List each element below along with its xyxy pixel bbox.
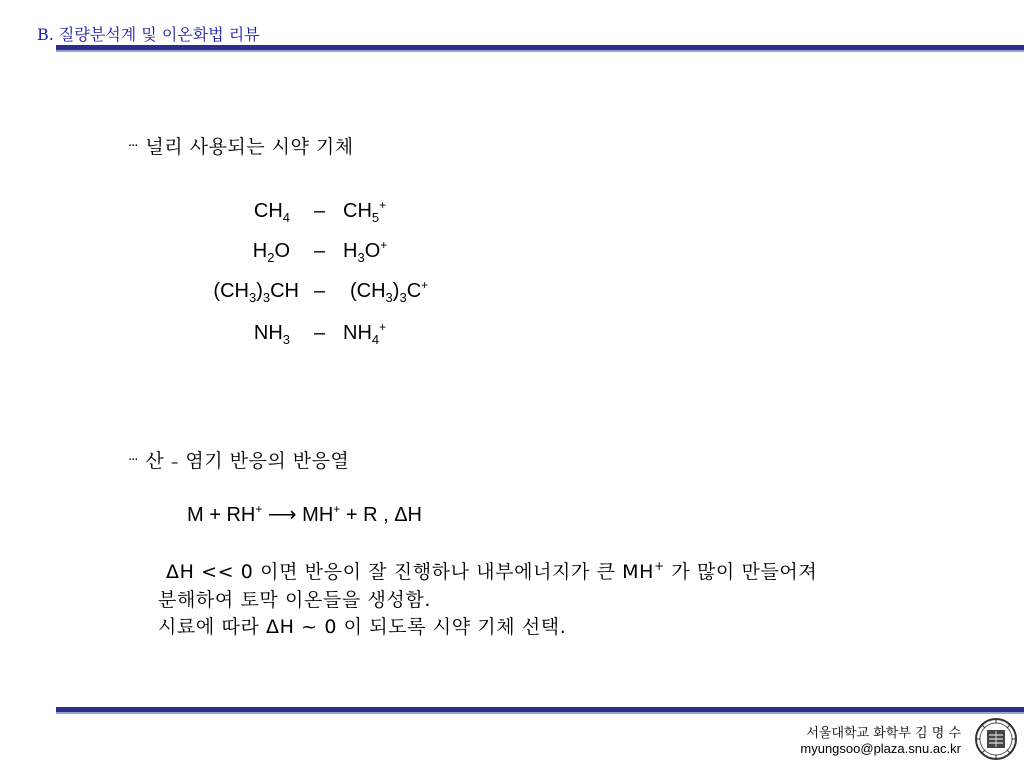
product-ion-formula: $H_3O^+$ <box>343 238 388 265</box>
pair-dash: – <box>314 240 326 262</box>
explanation-line-3: 시료에 따라 ΔH ~ 0 이 되도록 시약 기체 선택. <box>158 616 567 638</box>
slide-title: B. 질량분석계 및 이온화법 리뷰 <box>37 25 260 44</box>
reagent-formula: $(CH_3)_3CH$ <box>213 280 299 305</box>
product-ion-formula: $(CH_3)_3C^+$ <box>350 278 429 305</box>
section2-heading-b: 염기 반응의 반응열 <box>185 450 350 472</box>
section1-heading-line <box>128 132 354 159</box>
section2-heading-dash: – <box>170 453 179 471</box>
pair-dash: – <box>314 280 326 302</box>
reagent-formula: $CH_4$ <box>253 200 290 225</box>
bullet-marker: ··· <box>128 139 138 154</box>
bullet-marker: ··· <box>128 453 138 468</box>
university-seal-icon <box>974 717 1018 761</box>
footer-email: myungsoo@plaza.snu.ac.kr <box>800 741 961 756</box>
reaction-equation: M + RH+ ⟶ MH+ + R , ΔH <box>187 502 422 526</box>
reagent-formula: $NH_3$ <box>253 322 290 347</box>
explanation-line-2: 분해하여 토막 이온들을 생성함. <box>158 589 431 611</box>
section1-heading: 널리 사용되는 시약 기체 <box>145 136 354 158</box>
pair-dash: – <box>314 322 326 344</box>
top-rule <box>56 45 1024 52</box>
product-ion-formula: $CH_5^+$ <box>343 198 387 225</box>
section2-heading-line <box>128 446 349 473</box>
explanation-line-1: ΔH << 0 이면 반응이 잘 진행하나 내부에너지가 큰 MH+ 가 많이 만들어져 <box>166 559 818 583</box>
product-ion-formula: $NH_4^+$ <box>343 320 387 347</box>
footer-affiliation: 서울대학교 화학부 김 명 수 <box>806 726 961 741</box>
section2-heading-a: 산 <box>145 450 165 472</box>
reagent-formula: $H_2O$ <box>252 240 290 265</box>
bottom-rule <box>56 707 1024 714</box>
pair-dash: – <box>314 200 326 222</box>
